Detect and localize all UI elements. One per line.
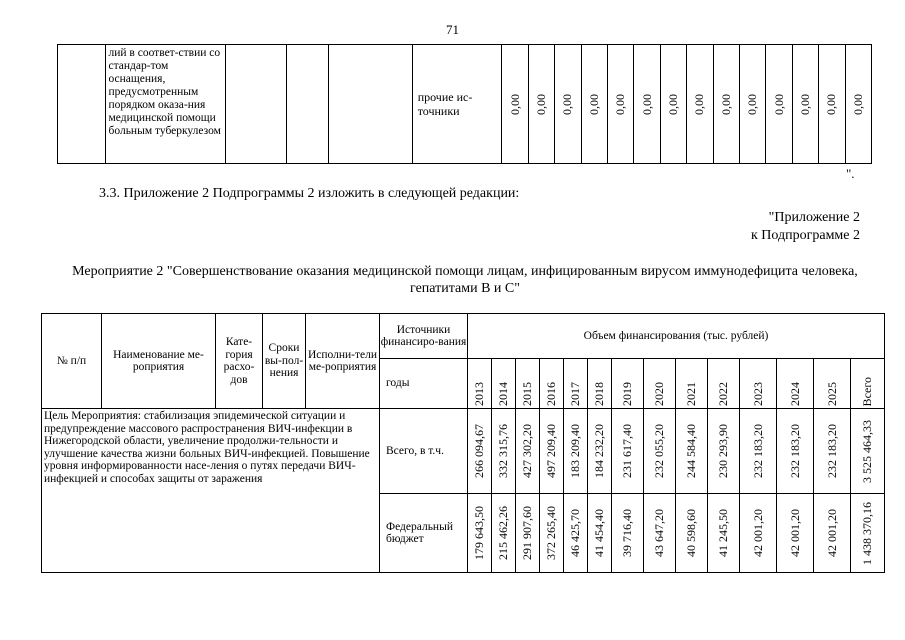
top-value-cell: 0,00 bbox=[660, 45, 686, 164]
year-header: 2025 bbox=[814, 359, 851, 409]
year-header: 2019 bbox=[612, 359, 644, 409]
value-cell: 232 183,20 bbox=[814, 409, 851, 494]
header-num: № п/п bbox=[42, 314, 102, 409]
value-cell: 232 055,20 bbox=[644, 409, 676, 494]
year-header: 2013 bbox=[468, 359, 492, 409]
value-cell: 231 617,40 bbox=[612, 409, 644, 494]
value-cell: 332 315,76 bbox=[492, 409, 516, 494]
year-header: 2021 bbox=[676, 359, 708, 409]
year-header: 2014 bbox=[492, 359, 516, 409]
financing-table bbox=[41, 313, 885, 573]
instruction-text: 3.3. Приложение 2 Подпрограммы 2 изложить в следующей редакции: bbox=[99, 186, 520, 201]
year-header: 2022 bbox=[708, 359, 740, 409]
top-value-cell: 0,00 bbox=[739, 45, 765, 164]
value-cell: 232 183,20 bbox=[740, 409, 777, 494]
top-value-cell: 0,00 bbox=[766, 45, 792, 164]
value-cell: 39 716,40 bbox=[612, 494, 644, 573]
year-header: 2015 bbox=[516, 359, 540, 409]
measure-title: Мероприятие 2 "Совершенствование оказания медицинской помощи лицам, инфицированным вирусом иммунодефицита человека, гепатитами В и С" bbox=[72, 264, 858, 296]
value-cell: 230 293,90 bbox=[708, 409, 740, 494]
top-num-cell bbox=[58, 45, 106, 164]
top-value-cell: 0,00 bbox=[845, 45, 872, 164]
goal-text: Цель Мероприятия: стабилизация эпидемической ситуации и предупреждение массового распространения ВИЧ-инфекции в Нижегородской области, увеличение продолжи-тельности и улучшение качества жизни больных ВИЧ-инфекцией. Повышение уровня информированности насе-ления о путях передачи ВИЧ-инфекцией и способах защиты от заражения bbox=[42, 409, 380, 573]
value-cell: 244 584,40 bbox=[676, 409, 708, 494]
value-cell: 42 001,20 bbox=[777, 494, 814, 573]
header-terms: Сроки вы-пол-нения bbox=[263, 314, 306, 409]
value-cell-total: 3 525 464,33 bbox=[851, 409, 885, 494]
value-cell: 232 183,20 bbox=[777, 409, 814, 494]
year-header: 2016 bbox=[540, 359, 564, 409]
row-source-total: Всего, в т.ч. bbox=[380, 409, 468, 494]
header-name: Наименование ме-роприятия bbox=[102, 314, 216, 409]
top-name-cell: лий в соответ-ствии со стандар-том оснащения, предусмотренным порядком оказа-ния медицинской помощи больным туберкулезом bbox=[105, 45, 225, 164]
year-header: 2017 bbox=[564, 359, 588, 409]
top-value-cell: 0,00 bbox=[502, 45, 528, 164]
value-cell: 41 245,50 bbox=[708, 494, 740, 573]
year-header: 2020 bbox=[644, 359, 676, 409]
value-cell: 215 462,26 bbox=[492, 494, 516, 573]
top-value-cell: 0,00 bbox=[687, 45, 713, 164]
top-value-cell: 0,00 bbox=[792, 45, 818, 164]
header-years-label: годы bbox=[380, 359, 468, 409]
year-header: 2024 bbox=[777, 359, 814, 409]
top-value-cell: 0,00 bbox=[634, 45, 660, 164]
value-cell: 372 265,40 bbox=[540, 494, 564, 573]
value-cell: 427 302,20 bbox=[516, 409, 540, 494]
value-cell: 183 209,40 bbox=[564, 409, 588, 494]
value-cell: 184 232,20 bbox=[588, 409, 612, 494]
top-source-cell: прочие ис-точники bbox=[412, 45, 502, 164]
top-value-cell: 0,00 bbox=[528, 45, 554, 164]
top-executors-cell bbox=[329, 45, 412, 164]
value-cell-total: 1 438 370,16 bbox=[851, 494, 885, 573]
value-cell: 46 425,70 bbox=[564, 494, 588, 573]
header-category: Кате-гория расхо-дов bbox=[216, 314, 263, 409]
top-value-cell: 0,00 bbox=[713, 45, 739, 164]
value-cell: 43 647,20 bbox=[644, 494, 676, 573]
value-cell: 179 643,50 bbox=[468, 494, 492, 573]
header-executors: Исполни-тели ме-роприятия bbox=[306, 314, 380, 409]
value-cell: 41 454,40 bbox=[588, 494, 612, 573]
year-header-total: Всего bbox=[851, 359, 885, 409]
value-cell: 497 209,40 bbox=[540, 409, 564, 494]
top-value-cell: 0,00 bbox=[819, 45, 845, 164]
value-cell: 291 907,60 bbox=[516, 494, 540, 573]
top-value-cell: 0,00 bbox=[581, 45, 607, 164]
top-terms-cell bbox=[287, 45, 329, 164]
value-cell: 42 001,20 bbox=[740, 494, 777, 573]
top-category-cell bbox=[225, 45, 286, 164]
top-table-continuation bbox=[57, 44, 872, 164]
value-cell: 42 001,20 bbox=[814, 494, 851, 573]
row-source-federal: Федеральный бюджет bbox=[380, 494, 468, 573]
year-header: 2018 bbox=[588, 359, 612, 409]
appendix-sublabel: к Подпрограмме 2 bbox=[750, 228, 860, 243]
appendix-label: "Приложение 2 bbox=[768, 210, 860, 225]
top-value-cell: 0,00 bbox=[555, 45, 581, 164]
top-value-cell: 0,00 bbox=[607, 45, 633, 164]
header-volume: Объем финансирования (тыс. рублей) bbox=[468, 314, 885, 359]
header-sources: Источники финансиро-вания bbox=[380, 314, 468, 359]
closing-quote: ". bbox=[846, 166, 855, 181]
year-header: 2023 bbox=[740, 359, 777, 409]
page-number: 71 bbox=[446, 22, 459, 37]
value-cell: 40 598,60 bbox=[676, 494, 708, 573]
value-cell: 266 094,67 bbox=[468, 409, 492, 494]
